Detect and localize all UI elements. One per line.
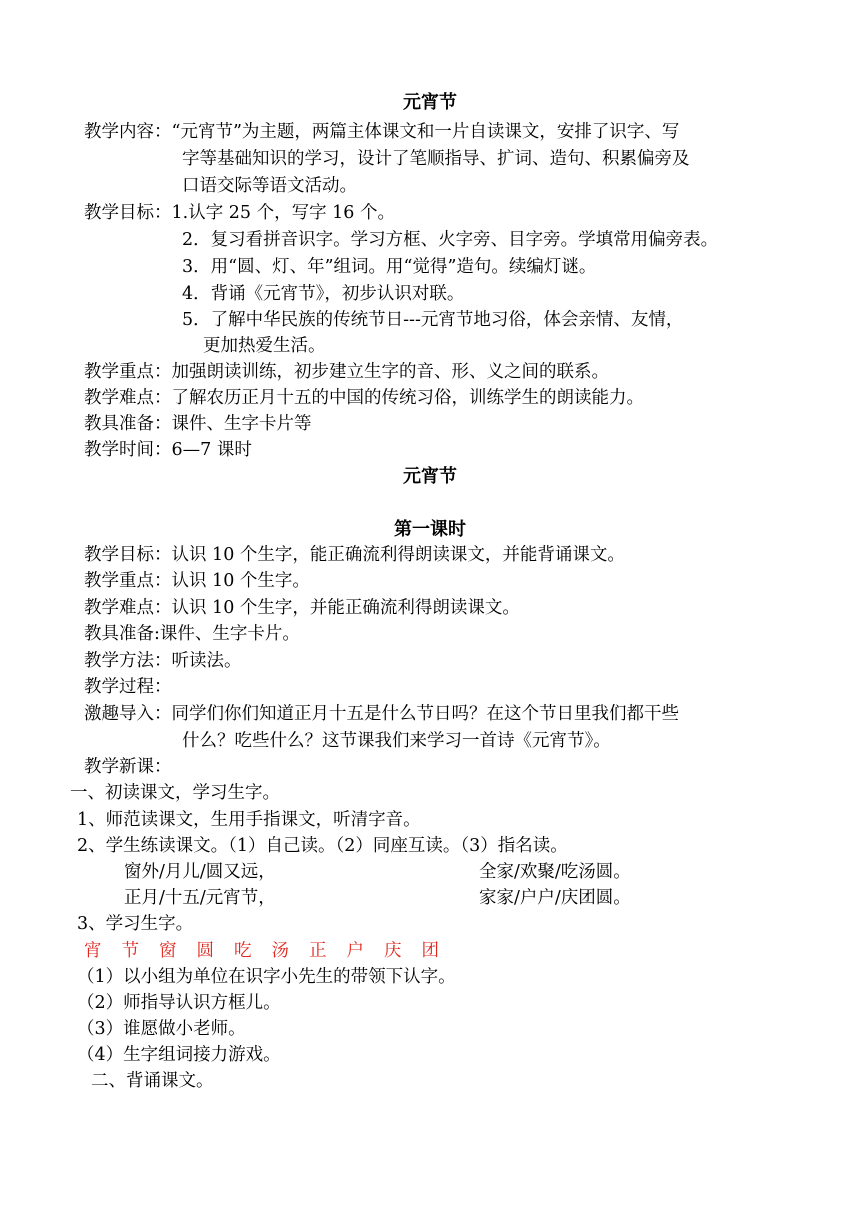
- poem-line-1: [124, 859, 824, 885]
- teaching-goal-5-cont: 更加热爱生活。: [203, 336, 326, 356]
- teaching-goal-4: 4．背诵《元宵节》，初步认识对联。: [182, 284, 465, 304]
- new-character: 户: [346, 941, 364, 961]
- new-character: 团: [421, 941, 439, 961]
- teaching-time: 教学时间：6—7 课时: [84, 440, 252, 460]
- new-character: 宵: [84, 941, 102, 961]
- teaching-content-line-3: 口语交际等语文活动。: [182, 176, 357, 196]
- teaching-goal-5: 5．了解中华民族的传统节日---元宵节地习俗，体会亲情、友情，: [182, 310, 684, 330]
- new-character: 吃: [234, 941, 252, 961]
- step-heading-2: 二、背诵课文。: [91, 1071, 214, 1091]
- lesson-intro-line-2: 什么？吃些什么？这节课我们来学习一首诗《元宵节》。: [182, 731, 611, 751]
- lesson-intro-line-1: 激趣导入：同学们你们知道正月十五是什么节日吗？在这个节日里我们都干些: [84, 704, 679, 724]
- step-1-1: 1、师范读课文，生用手指课文，听清字音。: [77, 810, 421, 830]
- teaching-content-line-1: 教学内容：“元宵节”为主题，两篇主体课文和一片自读课文，安排了识字、写: [84, 122, 680, 142]
- sub-step-1: （1）以小组为单位在识字小先生的带领下认字。: [77, 967, 456, 987]
- lesson-process: 教学过程：: [84, 677, 172, 697]
- lesson-difficulty: 教学难点：认识 10 个生字，并能正确流利得朗读课文。: [84, 598, 520, 618]
- document-title: 元宵节: [403, 92, 457, 113]
- poem-line-1-left: 窗外/月儿/圆又远，: [124, 862, 276, 882]
- step-1-3: 3、学习生字。: [77, 914, 194, 934]
- lesson-tools: 教具准备:课件、生字卡片。: [84, 624, 300, 644]
- poem-line-2-right: 家家/户户/庆团圆。: [479, 888, 631, 908]
- teaching-content-line-2: 字等基础知识的学习，设计了笔顺指导、扩词、造句、积累偏旁及: [182, 149, 690, 169]
- lesson-method: 教学方法：听读法。: [84, 651, 242, 671]
- new-character: 汤: [271, 941, 289, 961]
- teaching-goal-2: 2．复习看拼音识字。学习方框、火字旁、目字旁。学填常用偏旁表。: [182, 230, 719, 250]
- sub-step-3: （3）谁愿做小老师。: [77, 1019, 246, 1039]
- poem-line-2-left: 正月/十五/元宵节，: [124, 888, 276, 908]
- sub-step-4: （4）生字组词接力游戏。: [77, 1045, 281, 1065]
- lesson-goal: 教学目标：认识 10 个生字，能正确流利得朗读课文，并能背诵课文。: [84, 545, 625, 565]
- new-character: 节: [121, 941, 139, 961]
- poem-line-2: [124, 885, 824, 911]
- step-1-2: 2、学生练读课文。（1）自己读。（2）同座互读。（3）指名读。: [77, 836, 568, 856]
- lesson-new: 教学新课：: [84, 757, 172, 777]
- teaching-goal-3: 3．用“圆、灯、年”组词。用“觉得”造句。续编灯谜。: [182, 257, 597, 277]
- section-title: 元宵节: [403, 466, 457, 487]
- new-character: 圆: [196, 941, 214, 961]
- new-character: 庆: [384, 941, 402, 961]
- step-heading-1: 一、初读课文，学习生字。: [70, 783, 280, 803]
- teaching-difficulty: 教学难点：了解农历正月十五的中国的传统习俗，训练学生的朗读能力。: [84, 388, 644, 408]
- teaching-goal-1: 教学目标：1.认字 25 个，写字 16 个。: [84, 203, 395, 223]
- new-characters: [84, 938, 459, 964]
- new-character: 窗: [159, 941, 177, 961]
- lesson-key-point: 教学重点：认识 10 个生字。: [84, 571, 310, 591]
- new-character: 正: [309, 941, 327, 961]
- poem-line-1-right: 全家/欢聚/吃汤圆。: [479, 862, 631, 882]
- sub-step-2: （2）师指导认识方框儿。: [77, 993, 281, 1013]
- teaching-tools: 教具准备：课件、生字卡片等: [84, 414, 312, 434]
- lesson-title: 第一课时: [394, 519, 466, 540]
- teaching-key-point: 教学重点：加强朗读训练，初步建立生字的音、形、义之间的联系。: [84, 362, 609, 382]
